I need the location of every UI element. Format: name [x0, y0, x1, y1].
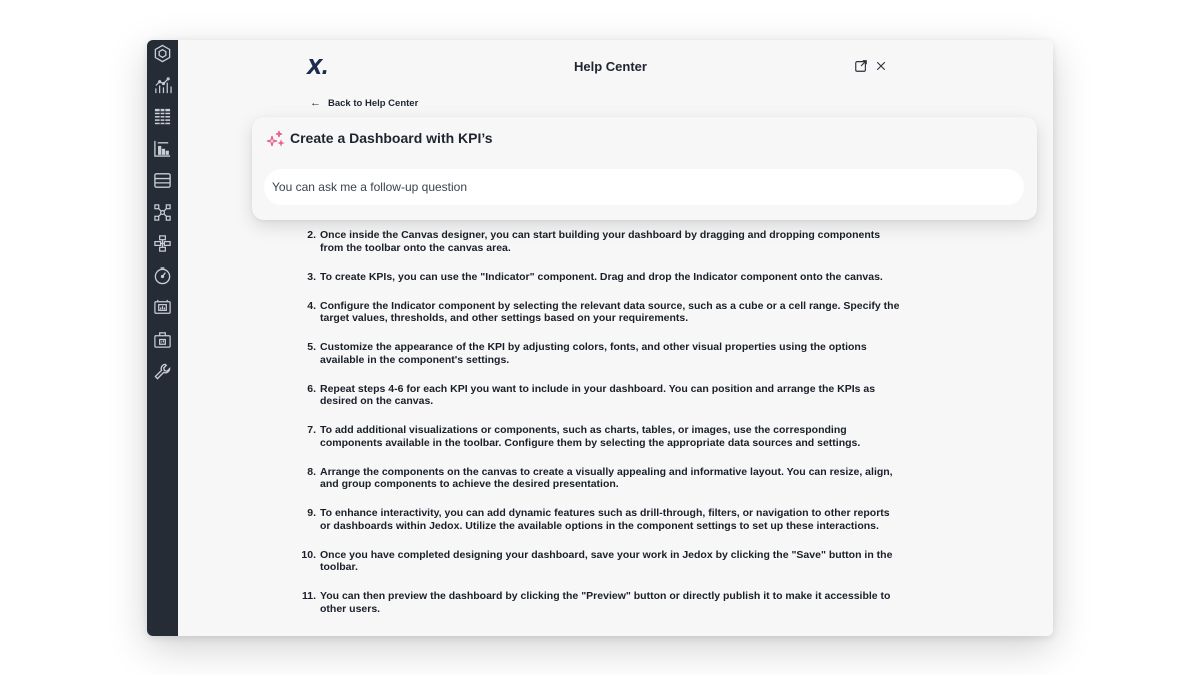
step-number: 3.: [307, 270, 316, 283]
card-title: Create a Dashboard with KPI’s: [290, 130, 493, 146]
step-number: 9.: [307, 507, 316, 519]
open-external-button[interactable]: [853, 58, 869, 74]
database-icon[interactable]: [152, 170, 173, 191]
steps-list: [300, 229, 900, 632]
back-to-help-center-link[interactable]: [310, 97, 418, 109]
back-link-label: Back to Help Center: [328, 97, 419, 109]
step-number: 5.: [307, 341, 316, 353]
hexagon-icon[interactable]: [152, 43, 173, 64]
step-text: You can then preview the dashboard by clicking the "Preview" button or directly publish it to make it accessible to other users.: [320, 590, 891, 615]
step-item: [300, 229, 900, 254]
workflow-icon[interactable]: [152, 233, 173, 254]
step-text: To add additional visualizations or components, such as charts, tables, or images, use the corresponding components available in the toolbar. Configure them by selecting the appropriate data sources and settings.: [320, 424, 861, 449]
step-number: 2.: [307, 229, 316, 241]
close-icon: [875, 60, 887, 72]
step-number: 7.: [307, 424, 316, 436]
step-text: To create KPIs, you can use the "Indicator" component. Drag and drop the Indicator component onto the canvas.: [320, 270, 883, 283]
analytics-icon[interactable]: [152, 75, 173, 96]
follow-up-input[interactable]: [264, 169, 1024, 205]
open-external-icon: [854, 59, 868, 73]
arrow-left-icon: ←: [310, 97, 321, 109]
step-number: 6.: [307, 382, 316, 395]
main-panel: [178, 40, 1053, 636]
step-number: 10.: [301, 548, 316, 561]
step-text: Repeat steps 4-6 for each KPI you want to include in your dashboard. You can position and arrange the KPIs as desired on the canvas.: [320, 382, 876, 407]
bar-chart-icon[interactable]: [152, 138, 173, 159]
step-number: 8.: [307, 465, 316, 478]
step-item: [300, 271, 900, 284]
step-item: [300, 590, 900, 615]
wrench-icon[interactable]: [152, 361, 173, 382]
gauge-icon[interactable]: [152, 265, 173, 286]
step-text: To enhance interactivity, you can add dynamic features such as drill-through, filters, or navigation to other reports or dashboards within Jedox. Utilize the available options in the component settings to set up these interactions.: [320, 507, 890, 532]
package-icon[interactable]: [152, 329, 173, 350]
step-text: Once inside the Canvas designer, you can start building your dashboard by dragging and dropping components from the toolbar onto the canvas area.: [320, 229, 881, 254]
step-item: [300, 507, 900, 532]
step-number: 4.: [307, 299, 316, 312]
step-text: Once you have completed designing your dashboard, save your work in Jedox by clicking the "Save" button in the toolbar.: [320, 548, 893, 573]
canvas-icon[interactable]: [152, 297, 173, 318]
step-item: [300, 300, 900, 325]
modeler-icon[interactable]: [152, 202, 173, 223]
close-button[interactable]: [873, 58, 889, 74]
step-text: Customize the appearance of the KPI by adjusting colors, fonts, and other visual properties using the options available in the component's settings.: [320, 341, 867, 366]
table-icon[interactable]: [152, 106, 173, 127]
sidebar: [147, 40, 178, 636]
step-item: [300, 341, 900, 366]
step-text: Configure the Indicator component by selecting the relevant data source, such as a cube or a cell range. Specify the target values, thresholds, and other settings based on your requirements.: [320, 299, 900, 324]
step-number: 11.: [301, 590, 316, 602]
help-window: [147, 40, 1053, 636]
step-item: [300, 466, 900, 491]
page-title: Help Center: [574, 59, 647, 74]
step-item: [300, 383, 900, 408]
logo: X.: [307, 55, 329, 79]
assistant-card: [252, 117, 1037, 220]
step-item: [300, 424, 900, 449]
step-text: Arrange the components on the canvas to create a visually appealing and informative layout. You can resize, align, and group components to achieve the desired presentation.: [320, 465, 893, 490]
sparkle-icon: [264, 128, 286, 150]
step-item: [300, 549, 900, 574]
